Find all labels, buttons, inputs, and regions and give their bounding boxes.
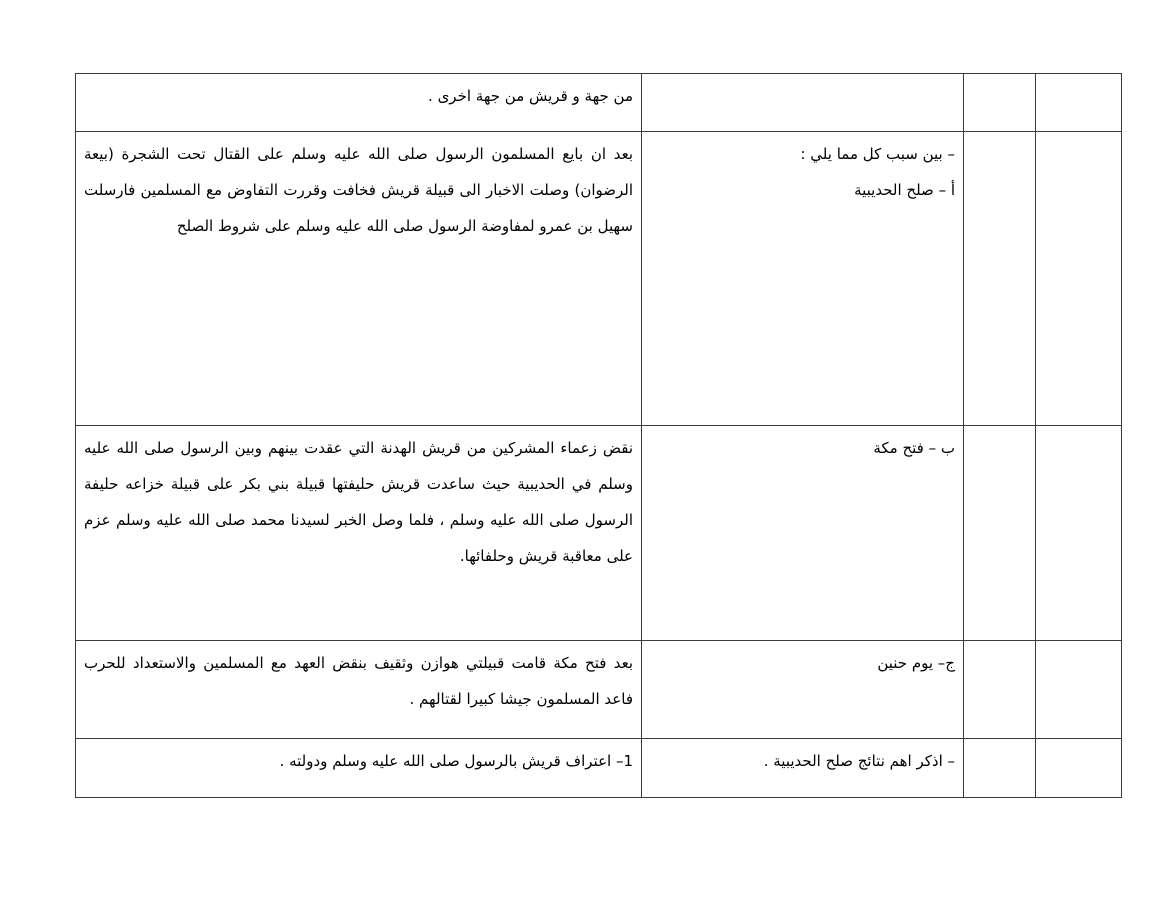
answer-text: 1– اعتراف قريش بالرسول صلى الله عليه وسلم ودولته .: [279, 752, 633, 770]
table-row: [76, 641, 1122, 739]
score-cell: [964, 426, 1036, 641]
table-row: [76, 426, 1122, 641]
question-cell: [642, 641, 964, 739]
score-cell: [964, 74, 1036, 132]
answer-cell: [76, 739, 642, 798]
table-row: [76, 132, 1122, 426]
mark-cell: [1036, 641, 1122, 739]
table-row: [76, 739, 1122, 798]
question-cell: [642, 74, 964, 132]
mark-cell: [1036, 74, 1122, 132]
worksheet-table: [75, 73, 1122, 798]
answer-text: من جهة و قريش من جهة اخرى .: [428, 87, 633, 105]
answer-text: بعد فتح مكة قامت قبيلتي هوازن وثقيف بنقض العهد مع المسلمين والاستعداد للحرب فاعد المسلمون جيشا كبيرا لقتالهم .: [84, 654, 633, 708]
answer-text: نقض زعماء المشركين من قريش الهدنة التي عقدت بينهم وبين الرسول صلى الله عليه وسلم في الحديبية حيث ساعدت قريش حليفتها قبيلة بني بكر على قبيلة خزاعه حليفة الرسول صلى الله عليه وسلم ، فلما وصل الخبر لسيدنا محمد صلى الله عليه وسلم عزم على معاقبة قريش وحلفائها.: [84, 439, 633, 565]
answer-text: بعد ان بايع المسلمون الرسول صلى الله عليه وسلم على القتال تحت الشجرة (بيعة الرضوان) وصلت الاخبار الى قبيلة قريش فخافت وقررت التفاوض مع المسلمين فارسلت سهيل بن عمرو لمفاوضة الرسول صلى الله عليه وسلم على شروط الصلح: [84, 145, 633, 235]
score-cell: [964, 641, 1036, 739]
answer-cell: [76, 74, 642, 132]
question-heading: – بين سبب كل مما يلي :: [800, 145, 955, 163]
question-cell: [642, 132, 964, 426]
answer-cell: [76, 426, 642, 641]
answer-cell: [76, 641, 642, 739]
question-text: ب – فتح مكة: [873, 439, 955, 457]
mark-cell: [1036, 426, 1122, 641]
question-text: أ – صلح الحديبية: [854, 181, 955, 199]
question-cell: [642, 426, 964, 641]
mark-cell: [1036, 132, 1122, 426]
answer-cell: [76, 132, 642, 426]
table-row: [76, 74, 1122, 132]
question-text: ج– يوم حنين: [877, 654, 955, 672]
mark-cell: [1036, 739, 1122, 798]
score-cell: [964, 132, 1036, 426]
question-cell: [642, 739, 964, 798]
score-cell: [964, 739, 1036, 798]
question-text: – اذكر اهم نتائج صلح الحديبية .: [763, 752, 955, 770]
